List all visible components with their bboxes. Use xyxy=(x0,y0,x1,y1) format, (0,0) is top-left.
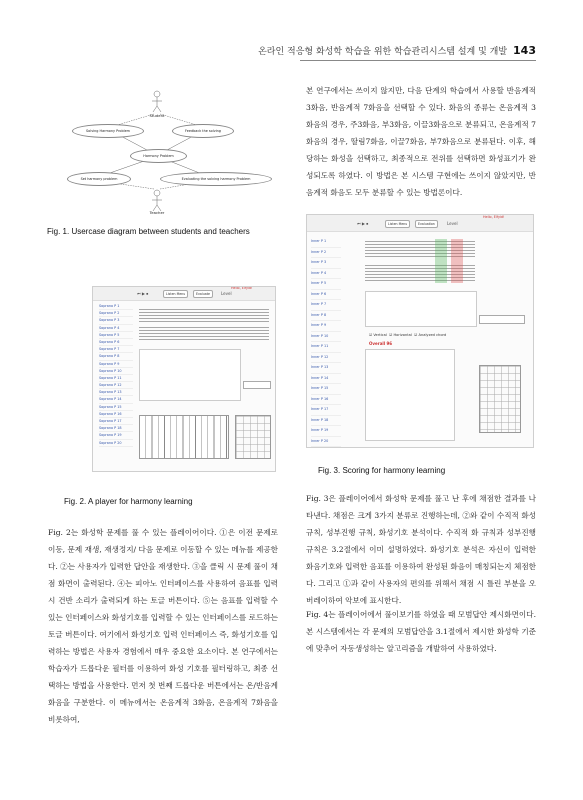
list-item: Inner P 13 xyxy=(311,363,341,374)
checkbox-horizontal: Horizontal xyxy=(393,333,412,337)
usecase-harmony-problem: Harmony Problem xyxy=(130,149,187,163)
chord-input-box xyxy=(139,349,241,401)
list-item: Soprano P 2 xyxy=(99,310,133,317)
running-title: 온라인 적응형 화성학 학습을 위한 학습관리시스템 설계 및 개발 xyxy=(258,47,508,57)
list-item: Soprano P 6 xyxy=(99,339,133,346)
list-item: Inner P 18 xyxy=(311,416,341,427)
header-rule xyxy=(300,60,536,61)
list-item: Soprano P 12 xyxy=(99,382,133,389)
evaluate-button: Evaluate xyxy=(193,290,213,298)
user-greeting: Hello, Elfyid! xyxy=(231,286,253,290)
running-header xyxy=(258,44,536,57)
list-item: Inner P 4 xyxy=(311,269,341,280)
actor-teacher: Teacher xyxy=(149,210,165,215)
right-column-paragraph-2: Fig. 3은 플레이어에서 화성학 문제를 풀고 난 후에 채점한 결과를 나타낸다. 채점은 크게 3가지 분류로 진행하는데, ②와 같이 수직적 화성 규칙, 성부진행 규칙, 화성기호 분석이다. 수직적 화 규칙과 성부진행 규칙은 3.2절에서 이미 설명하였다. 화성기호 분석은 자신이 입력한 화음기호와 입력한 음표를 이용하여 완성된 화음이 매칭되는지 체점한다. 그리고 ①과 같이 사용자의 편의를 위해서 채점 시 틀린 부분을 오버레이하여 악보에 표시한다. xyxy=(306,494,536,605)
error-overlay-green xyxy=(435,239,447,283)
play-controls-icon: ⏮ ▶ ⏹ xyxy=(137,291,149,296)
list-item: Inner P 9 xyxy=(311,321,341,332)
list-item: Soprano P 8 xyxy=(99,353,133,360)
score-input-box xyxy=(365,291,477,327)
list-item: Soprano P 10 xyxy=(99,368,133,375)
right-column-paragraph-3: Fig. 4는 플레이어에서 풀이보기를 하였을 때 모범답안 제시화면이다. 본 시스템에서는 각 문제의 모범답안을 3.1절에서 제시한 화성학 기준에 맞추어 자동생성하는 알고리즘을 개발하여 사용하였다. xyxy=(306,610,536,653)
checkbox-vertical: Vertical xyxy=(373,333,387,337)
list-item: Inner P 17 xyxy=(311,405,341,416)
problem-list xyxy=(99,303,133,447)
right-column-paragraph-1: 본 연구에서는 쓰이지 않지만, 다음 단계의 학습에서 사용할 반음계적 3화음, 반음계적 7화음을 선택할 수 있다. 화음의 종류는 온음계적 3화음의 경우, 주3화음, 부3화음, 이끌3화음으로 분류되고, 온음계적 7화음의 경우, 딸림7화음, 이끌7화음, 부7화음으로 분류된다. 이후, 해당하는 화성을 선택하고, 최종적으로 전위를 선택하면 화성표기가 완성되도록 하였다. 이 방법은 본 시스템 구현에는 쓰이지 않았지만, 반음계적 화음도 모두 분류할 수 있는 방법론이다. xyxy=(306,86,536,197)
list-item: Inner P 5 xyxy=(311,279,341,290)
list-item: Soprano P 19 xyxy=(99,432,133,439)
list-item: Inner P 1 xyxy=(311,237,341,248)
list-item: Soprano P 14 xyxy=(99,396,133,403)
list-item: Inner P 6 xyxy=(311,290,341,301)
usecase-feedback-the-solving: Feedback the solving xyxy=(172,124,234,138)
list-item: Inner P 14 xyxy=(311,374,341,385)
figure-3-caption: Fig. 3. Scoring for harmony learning xyxy=(318,466,446,475)
scoring-toolbar xyxy=(307,215,533,232)
list-item: Soprano P 4 xyxy=(99,325,133,332)
figure-1-usecase-diagram xyxy=(62,86,274,216)
user-greeting: Hello, Elfyid! xyxy=(483,215,505,219)
list-item: Soprano P 7 xyxy=(99,346,133,353)
player-toolbar xyxy=(93,287,275,301)
list-item: Inner P 15 xyxy=(311,384,341,395)
list-item: Soprano P 15 xyxy=(99,404,133,411)
figure-3-scoring-screenshot xyxy=(306,214,534,448)
usecase-solving-harmony-problem: Solving Harmony Problem xyxy=(72,124,144,138)
chord-dropdown xyxy=(243,381,271,389)
list-item: Soprano P 18 xyxy=(99,425,133,432)
list-item: Soprano P 9 xyxy=(99,361,133,368)
list-item: Soprano P 1 xyxy=(99,303,133,310)
list-item: Soprano P 13 xyxy=(99,389,133,396)
list-item: Inner P 16 xyxy=(311,395,341,406)
evaluation-button: Evaluation xyxy=(415,220,438,228)
note-input-grid xyxy=(235,415,271,459)
list-item: Soprano P 11 xyxy=(99,375,133,382)
figure-2-player-screenshot xyxy=(92,286,276,472)
checkbox-analyzed-chord: Analyzed chord xyxy=(418,333,447,337)
figure-2-caption: Fig. 2. A player for harmony learning xyxy=(64,497,193,506)
usecase-evaluating-solving: Evaluating the solving harmony Problem xyxy=(160,172,272,186)
listen-menu-button: Listen Menu xyxy=(163,290,188,298)
list-item: Soprano P 3 xyxy=(99,317,133,324)
scoring-checkboxes: ☑ Vertical ☑ Horizontal ☑ Analyzed chord xyxy=(369,333,447,337)
list-item: Inner P 11 xyxy=(311,342,341,353)
list-item: Inner P 19 xyxy=(311,426,341,437)
overall-score: Overall 96 xyxy=(369,341,393,346)
problem-list xyxy=(311,237,341,447)
error-overlay-red xyxy=(451,239,463,283)
list-item: Soprano P 16 xyxy=(99,411,133,418)
note-input-grid xyxy=(479,365,521,433)
list-item: Inner P 3 xyxy=(311,258,341,269)
list-item: Inner P 10 xyxy=(311,332,341,343)
feedback-panel xyxy=(365,349,455,441)
list-item: Inner P 2 xyxy=(311,248,341,259)
level-label: Level xyxy=(221,291,232,296)
list-item: Soprano P 17 xyxy=(99,418,133,425)
music-staff-upper xyxy=(139,309,269,322)
left-column-paragraph: Fig. 2는 화성학 문제를 풀 수 있는 플레이어이다. ①은 이전 문제로 이동, 문제 재생, 재생정지/ 다음 문제로 이동할 수 있는 메뉴를 제공한다. ②는 사용자가 입력한 답안을 재생한다. ③을 클릭 시 문제 풀이 채점 화면이 출력된다. ④는 피아노 인터페이스를 사용하여 음표를 입력 시 건반 소리가 출력되게 하는 토글 버튼이다. ⑤는 음표를 입력할 수 있는 인터페이스와 화성기호를 입력할 수 있는 인터페이스를 로드하는 토글 버튼이다. 여기에서 화성기호 입력 인터페이스 즉, 화성기호를 입력하는 방법은 사용자 경험에서 매우 중요한 요소이다. 본 연구에서는 학습자가 드롭다운 필터를 이용하여 화성 기호를 필터링하고, 최종 선택하는 방법을 사용한다. 먼저 첫 번째 드롭다운 버튼에서는 온/반음계 화음을 구분한다. 이 메뉴에서는 온음계적 3화음, 온음계적 7화음을 비롯하여, xyxy=(48,528,278,724)
list-item: Inner P 7 xyxy=(311,300,341,311)
page-number: 143 xyxy=(513,44,536,57)
usecase-set-harmony-problem: Set harmony problem xyxy=(67,172,131,186)
list-item: Soprano P 20 xyxy=(99,440,133,447)
play-controls-icon: ⏮ ▶ ⏹ xyxy=(357,221,369,226)
chord-dropdown xyxy=(479,315,525,324)
music-staff-lower xyxy=(139,327,269,340)
list-item: Inner P 20 xyxy=(311,437,341,448)
list-item: Inner P 8 xyxy=(311,311,341,322)
list-item: Soprano P 5 xyxy=(99,332,133,339)
level-label: Level xyxy=(447,221,458,226)
list-item: Inner P 12 xyxy=(311,353,341,364)
figure-1-caption: Fig. 1. Usercase diagram between students and teachers xyxy=(47,227,250,236)
piano-keyboard xyxy=(139,415,229,459)
listen-menu-button: Listen Menu xyxy=(385,220,410,228)
actor-student: Student xyxy=(149,113,165,118)
